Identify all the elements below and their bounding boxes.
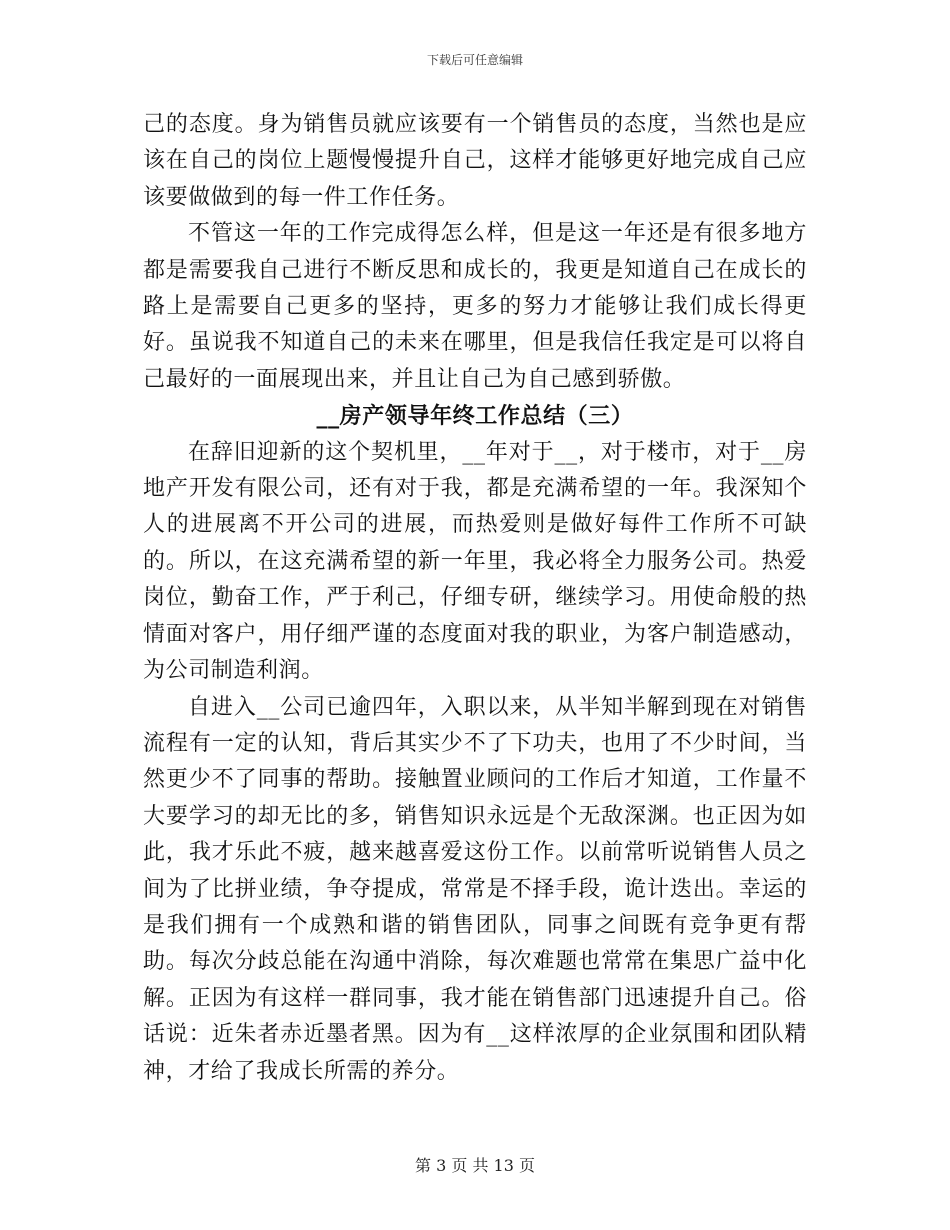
document-body (143, 107, 807, 1090)
page-footer-number: 第 3 页 共 13 页 (415, 1156, 535, 1175)
page-header-note: 下载后可任意编辑 (426, 53, 523, 67)
paragraph-2: 不管这一年的工作完成得怎么样，但是这一年还是有很多地方都是需要我自己进行不断反思和成长的，我更是知道自己在成长的路上是需要自己更多的坚持，更多的努力才能够让我们成长得更好。虽说我不知道自己的未来在哪里，但是我信任我定是可以将自己最好的一面展现出来，并且让自己为自己感到骄傲。 (143, 221, 807, 392)
paragraph-3: 在辞旧迎新的这个契机里，__年对于__，对于楼市，对于__房地产开发有限公司，还有对于我，都是充满希望的一年。我深知个人的进展离不开公司的进展，而热爱则是做好每件工作所不可缺的。所以，在这充满希望的新一年里，我必将全力服务公司。热爱岗位，勤奋工作，严于利己，仔细专研，继续学习。用使命般的热情面对客户，用仔细严谨的态度面对我的职业，为客户制造感动，为公司制造利润。 (143, 439, 807, 684)
paragraph-1: 己的态度。身为销售员就应该要有一个销售员的态度，当然也是应该在自己的岗位上题慢慢提升自己，这样才能够更好地完成自己应该要做做到的每一件工作任务。 (143, 112, 807, 210)
paragraph-4: 自进入__公司已逾四年，入职以来，从半知半解到现在对销售流程有一定的认知，背后其实少不了下功夫，也用了不少时间，当然更少不了同事的帮助。接触置业顾问的工作后才知道，工作量不大要学习的却无比的多，销售知识永远是个无敌深渊。也正因为如此，我才乐此不疲，越来越喜爱这份工作。以前常听说销售人员之间为了比拼业绩，争夺提成，常常是不择手段，诡计迭出。幸运的是我们拥有一个成熟和谐的销售团队，同事之间既有竞争更有帮助。每次分歧总能在沟通中消除，每次难题也常常在集思广益中化解。正因为有这样一群同事，我才能在销售部门迅速提升自己。俗话说：近朱者赤近墨者黑。因为有__这样浓厚的企业氛围和团队精神，才给了我成长所需的养分。 (143, 694, 807, 1084)
section-heading: __房产领导年终工作总结（三） (316, 403, 634, 430)
